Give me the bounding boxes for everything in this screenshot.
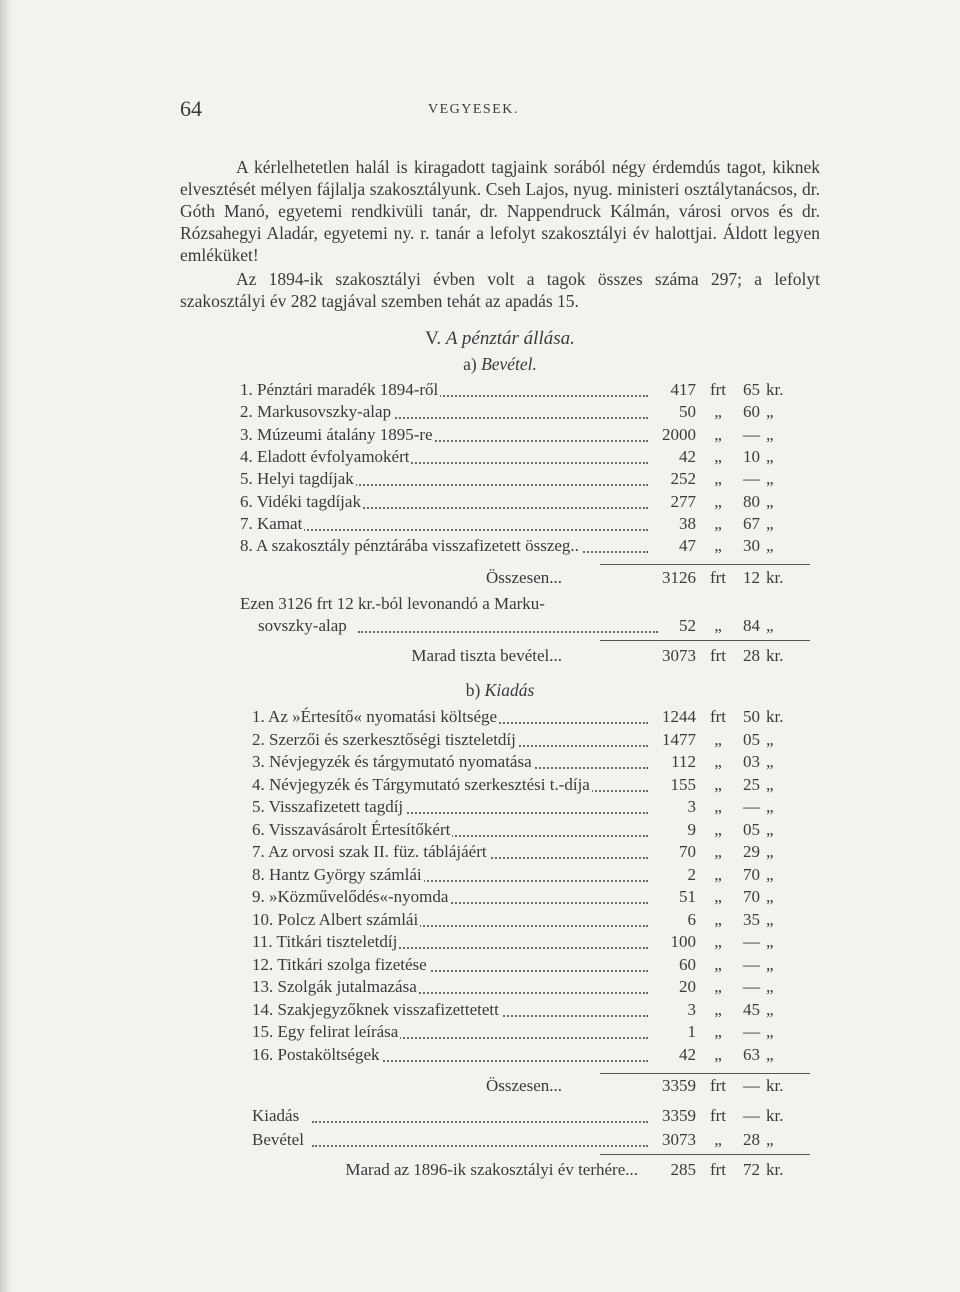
expense-item-unit: „ <box>714 774 722 794</box>
expense-item-row <box>252 797 820 819</box>
expense-item-label: 10. Polcz Albert számlái <box>252 909 419 929</box>
expense-item-amount: 112 <box>671 752 696 771</box>
income-item-end: „ <box>766 469 774 489</box>
expense-item-amount: 60 <box>679 954 696 974</box>
income-total-unit: frt <box>709 568 727 587</box>
expense-item-label: 1. Az »Értesítő« nyomatási költsége <box>252 707 498 726</box>
deduct-amount: 52 <box>679 616 696 635</box>
paragraph-membership: Az 1894-ik szakosztályi évben volt a tagok összes száma 297; a lefolyt szakosztályi év 282 tagjával szemben tehát az apadás 15. <box>180 269 820 311</box>
income-item-amount: 252 <box>670 469 696 489</box>
expense-item-unit: „ <box>714 842 722 861</box>
income-heading-prefix: a) <box>463 354 477 374</box>
expense-item-end: „ <box>766 887 774 906</box>
expense-total-row <box>180 1076 820 1098</box>
expense-item-amount: 1 <box>687 1022 696 1041</box>
income-item-end: „ <box>766 446 774 466</box>
expense-item-amount: 100 <box>670 932 696 951</box>
expense-item-row <box>252 910 820 932</box>
balance-final-fraction: 72 <box>743 1160 760 1179</box>
income-heading <box>180 354 820 375</box>
expense-item-label: 16. Postaköltségek <box>252 1044 380 1064</box>
running-title: VEGYESEK. <box>428 102 519 117</box>
expense-heading-text: Kiadás <box>484 680 535 700</box>
net-fraction: 28 <box>743 646 760 665</box>
leader-dots <box>358 631 658 633</box>
expense-item-amount: 1477 <box>662 729 696 749</box>
expense-item-unit: „ <box>714 932 722 951</box>
income-item-label: 4. Eladott évfolyamokért <box>240 446 410 466</box>
expense-item-label: 12. Titkári szolga fizetése <box>252 954 427 974</box>
net-sum-rule <box>600 640 810 641</box>
income-total-end: kr. <box>766 568 784 587</box>
income-item-label: 3. Múzeumi átalány 1895-re <box>240 424 433 444</box>
balance-item-label: Kiadás <box>252 1106 300 1125</box>
expense-item-unit: „ <box>714 752 722 771</box>
expense-item-row <box>252 820 820 842</box>
income-item-end: „ <box>766 536 774 556</box>
expense-item-fraction: 70 <box>743 887 760 906</box>
income-item-row <box>240 425 820 447</box>
expense-item-label: 14. Szakjegyzőknek visszafizettetett <box>252 999 499 1019</box>
income-item-unit: „ <box>714 491 722 511</box>
expense-item-unit: „ <box>714 954 722 974</box>
expense-sum-rule <box>600 1073 810 1074</box>
income-item-row <box>240 536 820 558</box>
income-item-unit: „ <box>714 402 722 422</box>
expense-item-end: „ <box>766 774 774 794</box>
income-item-unit: „ <box>714 536 722 556</box>
expense-item-row <box>252 887 820 909</box>
balance-item-row <box>252 1130 820 1152</box>
expense-total-label: Összesen... <box>485 1076 562 1095</box>
deduct-line1: Ezen 3126 frt 12 kr.-ból levonandó a Marku- <box>240 594 545 613</box>
section-number: V. <box>425 328 442 349</box>
deduct-unit: „ <box>714 616 722 635</box>
income-item-amount: 2000 <box>662 424 696 444</box>
leader-dots <box>312 1121 648 1123</box>
income-item-unit: „ <box>714 469 722 489</box>
expense-total-unit: frt <box>709 1076 727 1095</box>
expense-item-amount: 3 <box>687 999 696 1019</box>
income-item-amount: 47 <box>679 536 696 556</box>
income-sum-rule <box>600 564 810 565</box>
expense-item-row <box>252 707 820 729</box>
expense-heading-prefix: b) <box>465 680 481 700</box>
income-item-label: 7. Kamat <box>240 513 303 533</box>
expense-item-unit: „ <box>714 797 722 816</box>
expense-item-fraction: 05 <box>743 729 760 749</box>
expense-item-label: 2. Szerzői és szerkesztőségi tiszteletdíj <box>252 729 516 749</box>
income-item-amount: 50 <box>679 402 696 422</box>
section-title-text: A pénztár állása. <box>445 328 575 349</box>
income-item-amount: 417 <box>670 380 696 399</box>
expense-item-end: „ <box>766 1022 774 1041</box>
income-item-row <box>240 469 820 491</box>
expense-item-row <box>252 752 820 774</box>
balance-item-row <box>252 1106 820 1128</box>
income-item-label: 2. Markusovszky-alap <box>240 402 392 422</box>
income-item-label: 6. Vidéki tagdíjak <box>240 491 361 511</box>
income-item-fraction: 80 <box>743 491 760 511</box>
income-item-row <box>240 514 820 536</box>
expense-item-unit: „ <box>714 977 722 996</box>
expense-item-fraction: — <box>743 977 760 996</box>
expense-item-row <box>252 842 820 864</box>
expense-item-amount: 9 <box>687 819 696 839</box>
expense-item-end: „ <box>766 842 774 861</box>
expense-item-row <box>252 955 820 977</box>
income-item-unit: „ <box>714 446 722 466</box>
expense-item-label: 3. Névjegyzék és tárgymutató nyomatása <box>252 752 532 771</box>
net-unit: frt <box>709 646 727 665</box>
expense-item-fraction: 45 <box>743 999 760 1019</box>
deduct-row <box>258 616 820 638</box>
expense-item-row <box>252 730 820 752</box>
expense-item-unit: „ <box>714 1044 722 1064</box>
income-item-end: „ <box>766 491 774 511</box>
paragraph-deaths: A kérlelhetetlen halál is kiragadott tagjaink sorából négy érdemdús tagot, kiknek elvesztését mélyen fájlalja szakosztályunk. Cseh Lajos, nyug. ministeri osztálytanácsos, dr. Góth Manó, egyetemi rendkivüli tanár, dr. Nappendruck Kálmán, városi orvos és dr. Rózsahegyi Aladár, egyetemi ny. r. tanár a lefolyt szakosztályi év halottjai. Áldott legyen emléküket! <box>180 157 820 265</box>
expense-item-row <box>252 775 820 797</box>
balance-item-fraction: 28 <box>743 1130 760 1149</box>
income-item-unit: „ <box>714 424 722 444</box>
expense-item-fraction: 29 <box>743 842 760 861</box>
balance-item-amount: 3073 <box>662 1130 696 1149</box>
expense-item-label: 15. Egy felirat leírása <box>252 1022 399 1041</box>
expense-item-end: kr. <box>766 707 784 726</box>
page-number: 64 <box>180 96 202 121</box>
income-item-label: 8. A szakosztály pénztárába visszafizetett összeg.. <box>240 536 579 556</box>
expense-total-end: kr. <box>766 1076 784 1095</box>
expense-item-fraction: 50 <box>743 707 760 726</box>
expense-item-amount: 6 <box>687 909 696 929</box>
expense-item-end: „ <box>766 797 774 816</box>
expense-item-unit: frt <box>709 707 727 726</box>
leader-dots <box>300 529 648 531</box>
income-item-fraction: 30 <box>743 536 760 556</box>
leader-dots <box>312 1145 648 1147</box>
expense-item-label: 6. Visszavásárolt Értesítőkért <box>252 819 451 839</box>
income-item-row <box>240 447 820 469</box>
income-item-label: 5. Helyi tagdíjak <box>240 469 354 489</box>
income-total-fraction: 12 <box>743 568 760 587</box>
balance-final-amount: 285 <box>670 1160 696 1179</box>
expense-item-end: „ <box>766 729 774 749</box>
expense-item-fraction: — <box>743 1022 760 1041</box>
expense-item-fraction: 25 <box>743 774 760 794</box>
income-item-row <box>240 380 820 402</box>
income-item-unit: frt <box>709 380 727 399</box>
expense-item-row <box>252 1045 820 1067</box>
income-item-fraction: 65 <box>743 380 760 399</box>
balance-item-unit: frt <box>709 1106 727 1125</box>
balance-item-label: Bevétel <box>252 1130 304 1149</box>
income-total-amount: 3126 <box>662 568 696 587</box>
balance-item-unit: „ <box>714 1130 722 1149</box>
income-item-fraction: 10 <box>743 446 760 466</box>
expense-item-fraction: 35 <box>743 909 760 929</box>
balance-sum-rule <box>600 1154 810 1155</box>
income-item-row <box>240 402 820 424</box>
expense-item-amount: 155 <box>670 774 696 794</box>
income-item-row <box>240 492 820 514</box>
expense-item-label: 9. »Közművelődés«-nyomda <box>252 887 449 906</box>
expense-item-label: 11. Titkári tiszteletdíj <box>252 932 398 951</box>
expense-item-end: „ <box>766 1044 774 1064</box>
expense-item-end: „ <box>766 954 774 974</box>
balance-item-end: „ <box>766 1130 774 1149</box>
expense-item-fraction: 05 <box>743 819 760 839</box>
expense-item-label: 13. Szolgák jutalmazása <box>252 977 417 996</box>
balance-final-end: kr. <box>766 1160 784 1179</box>
income-item-end: „ <box>766 424 774 444</box>
expense-item-end: „ <box>766 819 774 839</box>
expense-item-row <box>252 1022 820 1044</box>
expense-item-end: „ <box>766 909 774 929</box>
balance-item-end: kr. <box>766 1106 784 1125</box>
expense-item-unit: „ <box>714 999 722 1019</box>
expense-item-end: „ <box>766 977 774 996</box>
expense-item-end: „ <box>766 932 774 951</box>
income-total-row <box>180 568 820 590</box>
book-gutter-shadow <box>0 0 14 1292</box>
income-item-fraction: 60 <box>743 402 760 422</box>
expense-item-amount: 51 <box>679 887 696 906</box>
section-title <box>180 328 820 350</box>
expense-item-unit: „ <box>714 729 722 749</box>
income-item-end: kr. <box>766 380 784 399</box>
expense-item-end: „ <box>766 864 774 884</box>
expense-item-fraction: 03 <box>743 752 760 771</box>
expense-item-fraction: — <box>743 932 760 951</box>
income-item-amount: 38 <box>679 513 696 533</box>
expense-item-fraction: 63 <box>743 1044 760 1064</box>
expense-item-amount: 70 <box>679 842 696 861</box>
expense-total-fraction: — <box>743 1076 760 1095</box>
deduct-end: „ <box>766 616 774 635</box>
balance-item-amount: 3359 <box>662 1106 696 1125</box>
income-item-end: „ <box>766 513 774 533</box>
expense-item-label: 5. Visszafizetett tagdíj <box>252 797 404 816</box>
income-total-label: Összesen... <box>485 568 562 587</box>
expense-heading <box>180 680 820 701</box>
income-item-amount: 42 <box>679 446 696 466</box>
income-item-amount: 277 <box>670 491 696 511</box>
net-end: kr. <box>766 646 784 665</box>
balance-final-label: Marad az 1896-ik szakosztályi év terhére... <box>345 1160 638 1179</box>
expense-item-label: 4. Névjegyzék és Tárgymutató szerkesztési t.-díja <box>252 774 590 794</box>
expense-item-fraction: — <box>743 954 760 974</box>
income-item-fraction: — <box>743 424 760 444</box>
expense-item-amount: 3 <box>687 797 696 816</box>
expense-item-row <box>252 1000 820 1022</box>
deduct-label: sovszky-alap <box>258 616 347 635</box>
expense-item-unit: „ <box>714 887 722 906</box>
expense-item-row <box>252 865 820 887</box>
expense-item-fraction: 70 <box>743 864 760 884</box>
expense-item-row <box>252 977 820 999</box>
net-total-row <box>180 646 820 668</box>
income-item-label: 1. Pénztári maradék 1894-ről <box>240 380 439 399</box>
expense-item-end: „ <box>766 752 774 771</box>
expense-item-unit: „ <box>714 864 722 884</box>
expense-item-unit: „ <box>714 819 722 839</box>
expense-item-amount: 2 <box>687 864 696 884</box>
expense-item-amount: 1244 <box>662 707 696 726</box>
expense-item-unit: „ <box>714 1022 722 1041</box>
expense-item-end: „ <box>766 999 774 1019</box>
expense-total-amount: 3359 <box>662 1076 696 1095</box>
balance-final-row <box>180 1160 820 1182</box>
expense-item-amount: 20 <box>679 977 696 996</box>
expense-item-label: 7. Az orvosi szak II. füz. táblájáért <box>252 842 487 861</box>
income-item-end: „ <box>766 402 774 422</box>
expense-item-amount: 42 <box>679 1044 696 1064</box>
income-heading-text: Bevétel. <box>481 354 537 374</box>
net-label: Marad tiszta bevétel... <box>411 646 562 665</box>
net-amount: 3073 <box>662 646 696 665</box>
expense-item-label: 8. Hantz György számlái <box>252 864 422 884</box>
expense-item-row <box>252 932 820 954</box>
expense-item-unit: „ <box>714 909 722 929</box>
balance-item-fraction: — <box>743 1106 760 1125</box>
income-item-fraction: — <box>743 469 760 489</box>
balance-final-unit: frt <box>709 1160 727 1179</box>
income-item-unit: „ <box>714 513 722 533</box>
expense-item-fraction: — <box>743 797 760 816</box>
income-item-fraction: 67 <box>743 513 760 533</box>
deduct-fraction: 84 <box>743 616 760 635</box>
